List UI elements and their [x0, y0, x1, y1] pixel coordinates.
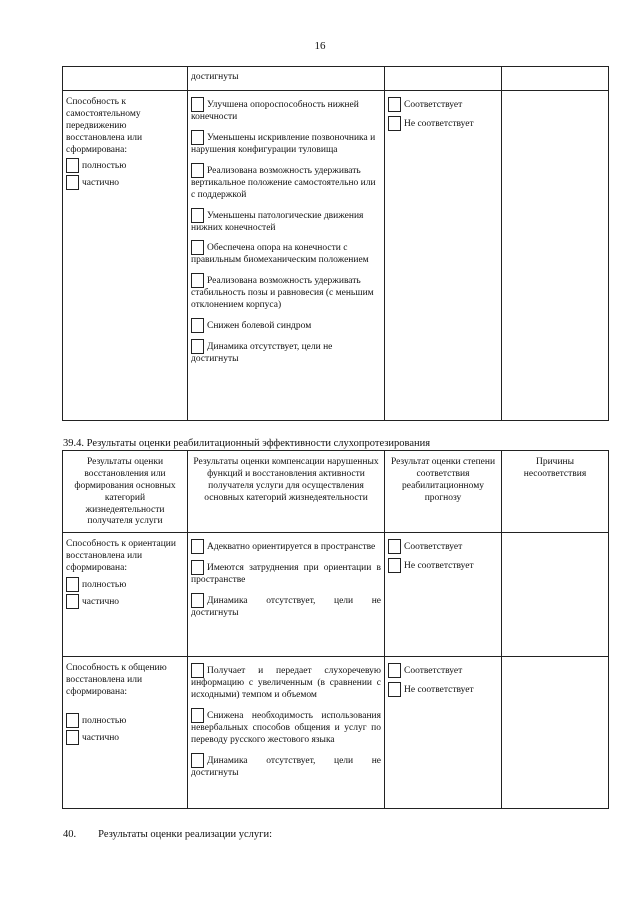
checkbox[interactable] — [191, 663, 204, 678]
option-nomatch[interactable]: Не соответствует — [388, 682, 498, 697]
match-cell — [385, 533, 502, 657]
result-item[interactable]: Имеются затруднения при ориентации в пространстве — [191, 560, 381, 587]
checkbox[interactable] — [191, 208, 204, 223]
previous-row-text: достигнуты — [188, 67, 385, 91]
section-40-heading — [63, 828, 294, 841]
capability-label: Способность к общению восстановлена или сформирована: — [66, 663, 167, 697]
capability-cell — [63, 533, 188, 657]
checkbox[interactable] — [388, 663, 401, 678]
checkbox[interactable] — [191, 753, 204, 768]
result-item[interactable]: Динамика отсутствует, цели не достигнуты — [191, 339, 381, 366]
checkbox[interactable] — [191, 240, 204, 255]
checkbox[interactable] — [388, 539, 401, 554]
result-item[interactable]: Получает и передает слухоречевую информацию с увеличенным (в сравнении с исходными) темпом и объемом — [191, 663, 381, 702]
column-header: Причины несоответствия — [502, 451, 609, 533]
option-nomatch[interactable]: Не соответствует — [388, 116, 498, 131]
option-nomatch[interactable]: Не соответствует — [388, 558, 498, 573]
checkbox[interactable] — [66, 730, 79, 745]
checkbox[interactable] — [191, 130, 204, 145]
option-match[interactable]: Соответствует — [388, 97, 498, 112]
result-item[interactable]: Обеспечена опора на конечности с правильным биомеханическим положением — [191, 240, 381, 267]
empty-cell — [385, 67, 502, 91]
checkbox[interactable] — [388, 682, 401, 697]
checkbox[interactable] — [66, 713, 79, 728]
checkbox[interactable] — [388, 558, 401, 573]
checkbox[interactable] — [66, 594, 79, 609]
checkbox[interactable] — [66, 577, 79, 592]
option-partial[interactable] — [66, 175, 184, 190]
option-full[interactable]: полностью — [66, 577, 184, 592]
checkbox[interactable] — [66, 175, 79, 190]
checkbox[interactable] — [66, 158, 79, 173]
checkbox[interactable] — [191, 539, 204, 554]
result-item[interactable]: Реализована возможность удерживать стабильность позы и равновесия (с меньшим отклонением корпуса) — [191, 273, 381, 312]
checkbox[interactable] — [191, 339, 204, 354]
results-cell — [188, 533, 385, 657]
section-title: 39.4. Результаты оценки реабилитационный эффективности слухопротезирования — [63, 438, 431, 449]
checkbox[interactable] — [191, 273, 204, 288]
capability-cell — [63, 91, 188, 421]
section-number: 40. — [63, 829, 77, 840]
result-item[interactable]: Динамика отсутствует, цели не достигнуты — [191, 593, 381, 620]
column-header: Результаты оценки компенсации нарушенных функций и восстановления активности получателя услуги для осуществления основных категорий жизнедеятельности — [188, 451, 385, 533]
match-cell — [385, 91, 502, 421]
results-cell — [188, 657, 385, 809]
reasons-cell[interactable] — [502, 533, 609, 657]
result-item[interactable]: Реализована возможность удерживать вертикальное положение самостоятельно или с поддержкой — [191, 163, 381, 202]
capability-cell — [63, 657, 188, 809]
result-item[interactable]: Уменьшены патологические движения нижних конечностей — [191, 208, 381, 235]
option-match[interactable]: Соответствует — [388, 663, 498, 678]
empty-cell — [502, 67, 609, 91]
result-item[interactable]: Адекватно ориентируется в пространстве — [191, 539, 381, 554]
option-partial[interactable]: частично — [66, 730, 184, 745]
reasons-cell[interactable] — [502, 657, 609, 809]
option-label: частично — [82, 178, 120, 189]
option-label: полностью — [82, 161, 127, 172]
checkbox[interactable] — [191, 708, 204, 723]
section-text: Результаты оценки реализации услуги: — [98, 829, 273, 840]
reasons-cell[interactable] — [502, 91, 609, 421]
capability-label: Способность к самостоятельному передвижению восстановлена или сформирована: — [66, 97, 143, 155]
result-item[interactable]: Снижена необходимость использования невербальных способов общения и услуг по переводу русского жестового языка — [191, 708, 381, 747]
result-item[interactable]: Снижен болевой синдром — [191, 318, 381, 333]
result-item[interactable]: Динамика отсутствует, цели не достигнуты — [191, 753, 381, 780]
checkbox[interactable] — [191, 97, 204, 112]
results-cell — [188, 91, 385, 421]
checkbox[interactable] — [191, 163, 204, 178]
page-number: 16 — [314, 40, 326, 52]
option-full[interactable]: полностью — [66, 713, 184, 728]
checkbox[interactable] — [191, 593, 204, 608]
checkbox[interactable] — [191, 560, 204, 575]
hearing-table — [62, 450, 609, 809]
result-item[interactable]: Уменьшены искривление позвоночника и нарушения конфигурации туловища — [191, 130, 381, 157]
empty-cell — [63, 67, 188, 91]
checkbox[interactable] — [388, 116, 401, 131]
mobility-table — [62, 66, 609, 421]
column-header: Результаты оценки восстановления или формирования основных категорий жизнедеятельности получателя услуги — [63, 451, 188, 533]
result-item[interactable]: Улучшена опороспособность нижней конечности — [191, 97, 381, 124]
option-partial[interactable]: частично — [66, 594, 184, 609]
checkbox[interactable] — [191, 318, 204, 333]
column-header: Результат оценки степени соответствия реабилитационному прогнозу — [385, 451, 502, 533]
option-match[interactable]: Соответствует — [388, 539, 498, 554]
capability-label: Способность к ориентации восстановлена или сформирована: — [66, 539, 176, 573]
checkbox[interactable] — [388, 97, 401, 112]
match-cell — [385, 657, 502, 809]
option-full[interactable] — [66, 158, 184, 173]
